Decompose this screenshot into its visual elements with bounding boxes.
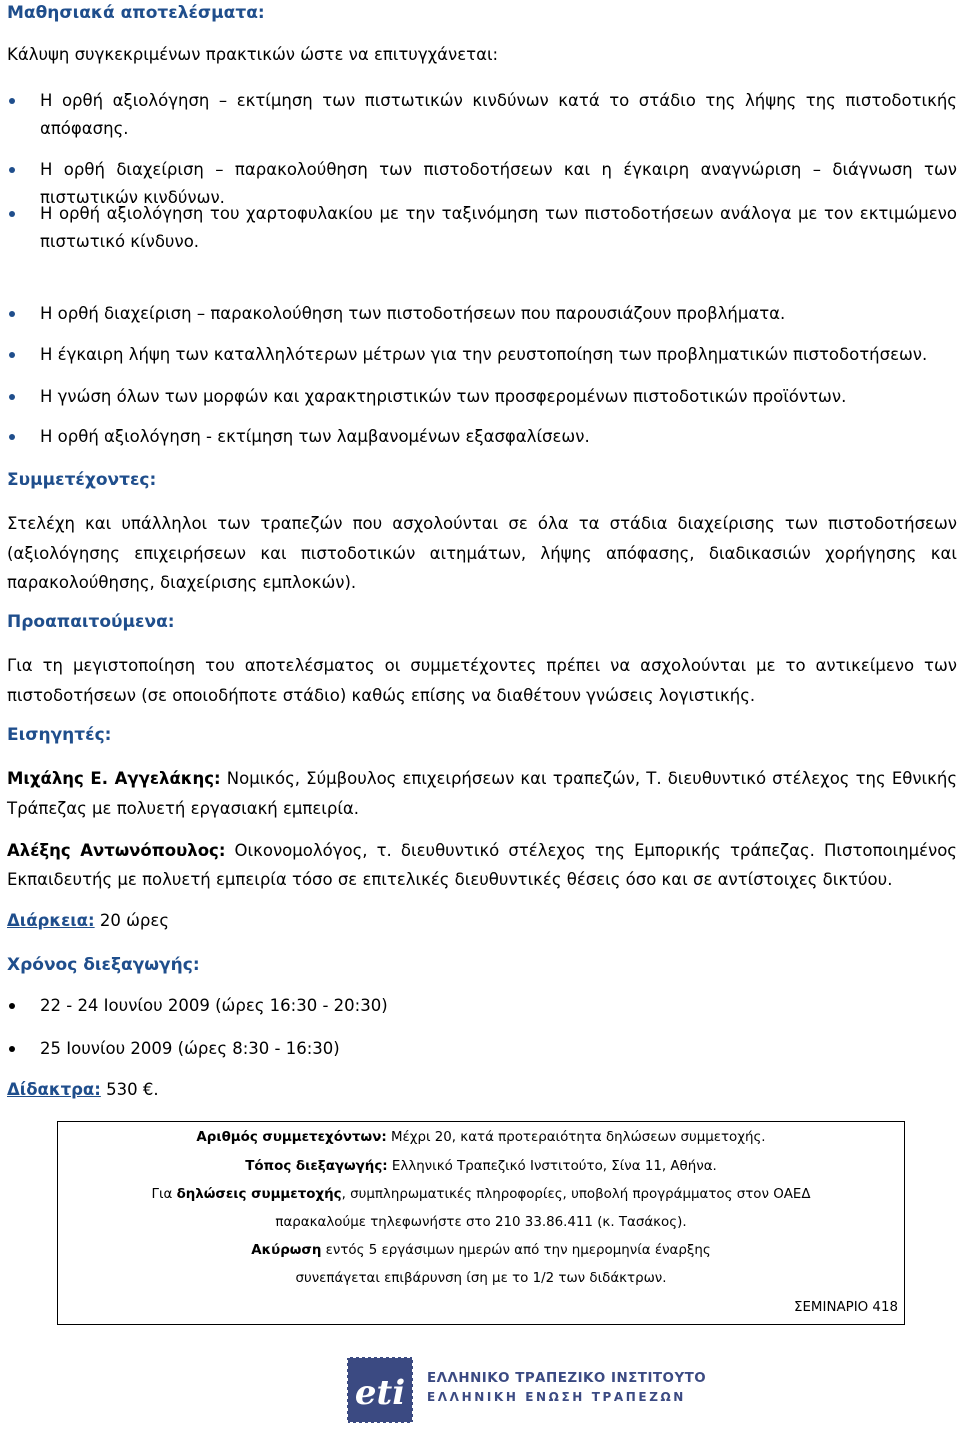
- info-participants-value: Μέχρι 20, κατά προτεραιότητα δηλώσεων συμμετοχής.: [386, 1130, 766, 1145]
- instructor-2-line1: [7, 836, 957, 866]
- duration-value: 20 ώρες: [94, 911, 170, 930]
- eti-logo: [347, 1357, 707, 1423]
- info-charge-line: συνεπάγεται επιβάρυνση ίση με το 1/2 των διδάκτρων.: [295, 1271, 667, 1286]
- instructor-1-desc: Νομικός, Σύμβουλος επιχειρήσεων και τραπεζών, Τ. διευθυντικό στέλεχος της Εθνικής: [220, 769, 957, 788]
- fees-line: [7, 1075, 957, 1105]
- prerequisites-heading: Προαπαιτούμενα:: [7, 612, 175, 632]
- schedule-item: 22 - 24 Ιουνίου 2009 (ώρες 16:30 - 20:30): [40, 996, 388, 1015]
- info-registration-label: δηλώσεις συμμετοχής: [176, 1187, 342, 1202]
- instructor-1-line2: Τράπεζας με πολυετή εργασιακή εμπειρία.: [7, 799, 360, 818]
- participants-heading: Συμμετέχοντες:: [7, 470, 157, 490]
- list-item-text-line1: Η ορθή αξιολόγηση – εκτίμηση των πιστωτικών κινδύνων κατά το στάδιο της λήψης της πιστοδοτικής: [40, 91, 957, 110]
- list-item-text-line1: Η ορθή διαχείριση – παρακολούθηση των πιστοδοτήσεων και η έγκαιρη αναγνώριση – διάγνωση των: [40, 160, 957, 179]
- bullet-icon: [9, 394, 15, 400]
- prerequisites-text-line1: Για τη μεγιστοποίηση του αποτελέσματος οι συμμετέχοντες πρέπει να ασχολούνται με το αντικείμενο των: [7, 656, 957, 675]
- info-phone-line: παρακαλούμε τηλεφωνήστε στο 210 33.86.411 (κ. Τασάκος).: [275, 1215, 687, 1230]
- list-item-text: Η ορθή διαχείριση – παρακολούθηση των πιστοδοτήσεων που παρουσιάζουν προβλήματα.: [40, 304, 786, 323]
- list-item-text-line2: πιστωτικό κίνδυνο.: [40, 232, 200, 251]
- instructor-2-desc: Οικονομολόγος, τ. διευθυντικό στέλεχος της Εμπορικής τράπεζας. Πιστοποιημένος: [225, 841, 957, 860]
- schedule-heading: Χρόνος διεξαγωγής:: [7, 955, 200, 975]
- info-cancellation-line: [58, 1243, 904, 1258]
- info-box: [57, 1121, 905, 1325]
- participants-text-line1: Στελέχη και υπάλληλοι των τραπεζών που ασχολούνται σε όλα τα στάδια διαχείρισης των πιστοδοτήσεων: [7, 514, 957, 533]
- logo-line1: ΕΛΛΗΝΙΚΟ ΤΡΑΠΕΖΙΚΟ ΙΝΣΤΙΤΟΥΤΟ: [427, 1371, 707, 1386]
- instructor-2-name: Αλέξης Αντωνόπουλος:: [7, 841, 226, 860]
- info-location-line: [58, 1159, 904, 1174]
- seminar-code: ΣΕΜΙΝΑΡΙΟ 418: [794, 1300, 898, 1315]
- info-participants-line: [58, 1130, 904, 1145]
- bullet-icon: [9, 434, 15, 440]
- list-item-text-line1: Η ορθή αξιολόγηση του χαρτοφυλακίου με την ταξινόμηση των πιστοδοτήσεων ανάλογα με τον εκτιμώμενο: [40, 204, 957, 223]
- list-item-text: Η γνώση όλων των μορφών και χαρακτηριστικών των προσφερομένων πιστοδοτικών προϊόντων.: [40, 387, 847, 406]
- info-registration-line: [58, 1187, 904, 1202]
- prerequisites-text-line2: πιστοδοτήσεων (σε οποιοδήποτε στάδιο) καθώς επίσης να διαθέτουν γνώσεις λογιστικής.: [7, 686, 756, 705]
- fees-value: 530 €.: [100, 1080, 159, 1099]
- info-registration-rest: , συμπληρωματικές πληροφορίες, υποβολή προγράμματος στον ΟΑΕΔ: [341, 1187, 811, 1202]
- duration-label: Διάρκεια:: [7, 911, 95, 930]
- bullet-icon: [9, 1046, 15, 1052]
- duration-line: [7, 906, 957, 936]
- participants-text-line2: (αξιολόγησης επιχειρήσεων και πιστοδοτικών αιτημάτων, λήψης απόφασης, διαδικασιών χορήγησης και: [7, 544, 957, 563]
- fees-label: Δίδακτρα:: [7, 1080, 101, 1099]
- instructors-heading: Εισηγητές:: [7, 725, 112, 745]
- instructor-1-line1: [7, 764, 957, 794]
- info-participants-label: Αριθμός συμμετεχόντων:: [196, 1130, 387, 1145]
- instructor-2-line2: Εκπαιδευτής με πολυετή εμπειρία τόσο σε επιτελικές διευθυντικές θέσεις όσο και σε αντίστοιχες δικτύου.: [7, 870, 893, 889]
- learning-outcomes-intro: Κάλυψη συγκεκριμένων πρακτικών ώστε να επιτυγχάνεται:: [7, 45, 499, 64]
- schedule-item: 25 Ιουνίου 2009 (ώρες 8:30 - 16:30): [40, 1039, 340, 1058]
- list-item-text: Η έγκαιρη λήψη των καταλληλότερων μέτρων για την ρευστοποίηση των προβληματικών πιστοδοτήσεων.: [40, 345, 928, 364]
- list-item-text-line2: πιστωτικών κινδύνων.: [40, 188, 225, 207]
- eti-logo-letters: eti: [354, 1373, 406, 1413]
- bullet-icon: [9, 352, 15, 358]
- info-registration-pre: Για: [151, 1187, 177, 1202]
- list-item-text: Η ορθή αξιολόγηση - εκτίμηση των λαμβανομένων εξασφαλίσεων.: [40, 427, 590, 446]
- bullet-icon: [9, 211, 15, 217]
- participants-text-line3: παρακολούθησης, διαχείρισης εμπλοκών).: [7, 573, 357, 592]
- instructor-1-name: Μιχάλης Ε. Αγγελάκης:: [7, 769, 221, 788]
- bullet-icon: [9, 167, 15, 173]
- bullet-icon: [9, 98, 15, 104]
- info-cancellation-value: εντός 5 εργάσιμων ημερών από την ημερομηνία έναρξης: [321, 1243, 711, 1258]
- list-item-text-line2: απόφασης.: [40, 119, 129, 138]
- learning-outcomes-heading: Μαθησιακά αποτελέσματα:: [7, 3, 265, 23]
- bullet-icon: [9, 1003, 15, 1009]
- info-location-value: Ελληνικό Τραπεζικό Ινστιτούτο, Σίνα 11, Αθήνα.: [387, 1159, 717, 1174]
- bullet-icon: [9, 311, 15, 317]
- eti-logo-mark: [347, 1357, 413, 1423]
- info-location-label: Τόπος διεξαγωγής:: [245, 1159, 388, 1174]
- info-cancellation-label: Ακύρωση: [251, 1243, 322, 1258]
- logo-line2: ΕΛΛΗΝΙΚΗ ΕΝΩΣΗ ΤΡΑΠΕΖΩΝ: [427, 1390, 686, 1404]
